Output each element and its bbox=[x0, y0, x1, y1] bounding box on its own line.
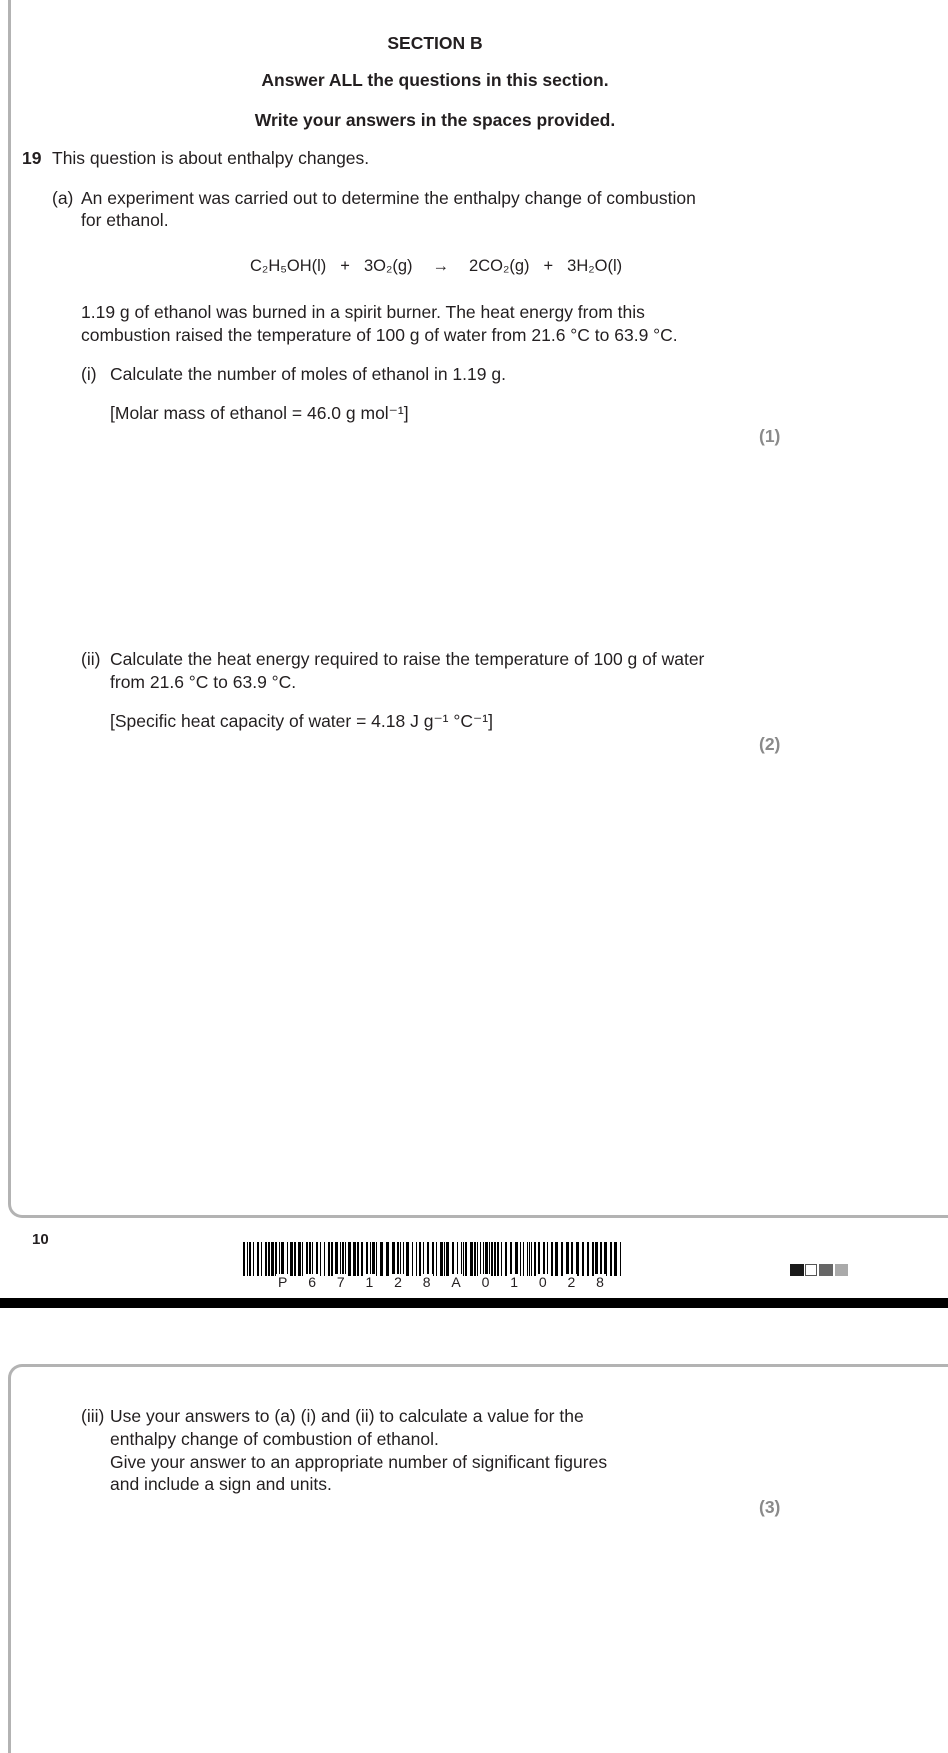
barcode-bar bbox=[551, 1242, 553, 1276]
barcode-bar bbox=[253, 1242, 254, 1276]
barcode-bar bbox=[331, 1242, 333, 1276]
barcode-bar bbox=[529, 1242, 530, 1276]
barcode-digit: 6 bbox=[308, 1274, 316, 1290]
barcode-bar bbox=[265, 1242, 267, 1276]
barcode-bar bbox=[595, 1242, 598, 1276]
barcode-bar bbox=[440, 1242, 443, 1276]
barcode-bar bbox=[505, 1242, 507, 1276]
part-i-text: Calculate the number of moles of ethanol in 1.19 g. bbox=[110, 364, 506, 384]
part-ii-text: Calculate the heat energy required to raise the temperature of 100 g of water bbox=[110, 649, 705, 669]
print-mark-dark-grey bbox=[819, 1264, 833, 1276]
barcode-bar bbox=[348, 1242, 351, 1276]
barcode-bar bbox=[353, 1242, 356, 1276]
barcode-bar bbox=[320, 1242, 321, 1276]
barcode-bar bbox=[555, 1242, 558, 1276]
barcode-bar bbox=[604, 1242, 607, 1276]
page-number: 10 bbox=[32, 1231, 49, 1248]
barcode-bar bbox=[380, 1242, 383, 1276]
barcode-bar bbox=[510, 1242, 512, 1276]
barcode-bar bbox=[566, 1242, 569, 1276]
barcode-bar bbox=[547, 1242, 548, 1276]
barcode-bar bbox=[298, 1242, 301, 1276]
product-co2: 2CO₂(g) bbox=[469, 257, 530, 275]
barcode-bar bbox=[463, 1242, 464, 1276]
barcode-bar bbox=[306, 1242, 308, 1276]
barcode-bar bbox=[335, 1242, 338, 1276]
barcode-bar bbox=[372, 1242, 375, 1276]
barcode-bar bbox=[470, 1242, 473, 1276]
barcode-bar bbox=[520, 1242, 521, 1276]
barcode-bar bbox=[497, 1242, 499, 1276]
instruction-write-answers: Write your answers in the spaces provided. bbox=[254, 110, 616, 130]
barcode-bar bbox=[494, 1242, 496, 1276]
barcode-bar bbox=[531, 1242, 532, 1276]
barcode-bar bbox=[485, 1242, 488, 1276]
barcode-bar bbox=[561, 1242, 563, 1276]
part-iii-text-3: Give your answer to an appropriate number of significant figures bbox=[110, 1452, 608, 1472]
barcode-bar bbox=[261, 1242, 262, 1276]
part-iii-text-1: Use your answers to (a) (i) and (ii) to calculate a value for the bbox=[110, 1406, 584, 1426]
barcode-bar bbox=[281, 1242, 284, 1276]
barcode-bar bbox=[446, 1242, 449, 1276]
barcode-bar bbox=[538, 1242, 540, 1276]
barcode-bar bbox=[436, 1242, 437, 1276]
barcode-bar bbox=[290, 1242, 293, 1276]
barcode-bar bbox=[419, 1242, 421, 1276]
barcode-digits bbox=[276, 1274, 606, 1290]
barcode-bar bbox=[279, 1242, 280, 1276]
barcode-bar bbox=[406, 1242, 409, 1276]
barcode-bar bbox=[457, 1242, 458, 1276]
page-divider-bar bbox=[0, 1298, 948, 1308]
instruction-all-questions: Answer ALL the questions in this section. bbox=[261, 70, 609, 90]
print-mark-black bbox=[790, 1264, 804, 1276]
barcode-bar bbox=[302, 1242, 303, 1276]
chemical-equation bbox=[250, 255, 622, 278]
part-ii-label: (ii) bbox=[81, 649, 101, 669]
barcode-bar bbox=[361, 1242, 363, 1276]
barcode-digit: 1 bbox=[365, 1274, 374, 1290]
part-i-data: [Molar mass of ethanol = 46.0 g mol⁻¹] bbox=[110, 403, 409, 423]
barcode-bar bbox=[614, 1242, 617, 1276]
barcode-bar bbox=[444, 1242, 445, 1276]
print-mark-white bbox=[805, 1264, 817, 1276]
barcode-bar bbox=[483, 1242, 484, 1276]
barcode-bar bbox=[527, 1242, 528, 1276]
part-ii-data: [Specific heat capacity of water = 4.18 J g⁻¹ °C⁻¹] bbox=[110, 711, 493, 731]
barcode-bar bbox=[592, 1242, 594, 1276]
barcode-bar bbox=[275, 1242, 277, 1276]
barcode-bar bbox=[534, 1242, 536, 1276]
marks-i: (1) bbox=[759, 426, 781, 446]
part-a-label: (a) bbox=[52, 188, 74, 208]
barcode-bar bbox=[501, 1242, 502, 1276]
barcode-digit: 2 bbox=[394, 1274, 402, 1290]
barcode-bar bbox=[400, 1242, 401, 1276]
part-iii-text-4: and include a sign and units. bbox=[110, 1474, 332, 1494]
barcode-digit: 7 bbox=[336, 1274, 345, 1290]
barcode-bar bbox=[461, 1242, 462, 1276]
barcode-bar bbox=[489, 1242, 490, 1276]
barcode-digit: 8 bbox=[422, 1274, 431, 1290]
barcode-bar bbox=[268, 1242, 270, 1276]
answer-box-page-10 bbox=[8, 0, 948, 1218]
barcode-bar bbox=[587, 1242, 589, 1276]
reactant-oxygen: 3O₂(g) bbox=[363, 257, 413, 275]
print-mark-grey bbox=[835, 1264, 848, 1276]
barcode-bar bbox=[257, 1242, 259, 1276]
barcode-bar bbox=[271, 1242, 274, 1276]
barcode-bar bbox=[465, 1242, 467, 1276]
barcode-bar bbox=[427, 1242, 429, 1276]
barcode-bar bbox=[523, 1242, 524, 1276]
experiment-data-1: 1.19 g of ethanol was burned in a spirit burner. The heat energy from this bbox=[81, 302, 645, 322]
barcode-bar bbox=[452, 1242, 454, 1276]
barcode-bar bbox=[294, 1242, 296, 1276]
reaction-arrow: → bbox=[432, 257, 450, 275]
question-number: 19 bbox=[22, 148, 42, 168]
barcode-bar bbox=[342, 1242, 344, 1276]
marks-iii: (3) bbox=[759, 1497, 781, 1517]
barcode-bar bbox=[571, 1242, 573, 1276]
barcode-bar bbox=[324, 1242, 325, 1276]
barcode-bar bbox=[600, 1242, 602, 1276]
plus-sign: + bbox=[340, 257, 350, 275]
part-iii-label: (iii) bbox=[81, 1406, 105, 1426]
barcode-bar bbox=[477, 1242, 478, 1276]
barcode-digit: 8 bbox=[596, 1274, 604, 1290]
barcode-bar bbox=[247, 1242, 248, 1276]
barcode-digit: 2 bbox=[567, 1274, 576, 1290]
barcode-digit: P bbox=[278, 1274, 288, 1290]
barcode-digit: A bbox=[451, 1274, 461, 1290]
barcode-bar bbox=[345, 1242, 346, 1276]
barcode-bar bbox=[432, 1242, 434, 1276]
part-a-text: An experiment was carried out to determine the enthalpy change of combustion bbox=[81, 188, 696, 208]
question-intro: This question is about enthalpy changes. bbox=[52, 148, 370, 168]
part-i-label: (i) bbox=[81, 364, 97, 384]
barcode-bar bbox=[412, 1242, 413, 1276]
barcode-bar bbox=[312, 1242, 313, 1276]
barcode-bar bbox=[403, 1242, 404, 1276]
part-ii-text-2: from 21.6 °C to 63.9 °C. bbox=[110, 672, 297, 692]
barcode-bar bbox=[491, 1242, 493, 1276]
barcode-bar bbox=[249, 1242, 251, 1276]
reactant-ethanol: C₂H₅OH(l) bbox=[250, 257, 327, 275]
barcode-bar bbox=[328, 1242, 330, 1276]
plus-sign: + bbox=[543, 257, 554, 275]
barcode-bar bbox=[287, 1242, 288, 1276]
barcode-bar bbox=[582, 1242, 584, 1276]
barcode-bar bbox=[610, 1242, 612, 1276]
barcode-bar bbox=[392, 1242, 395, 1276]
experiment-data-2: combustion raised the temperature of 100 g of water from 21.6 °C to 63.9 °C. bbox=[81, 325, 678, 345]
barcode-bar bbox=[620, 1242, 621, 1276]
part-a-text-2: for ethanol. bbox=[81, 210, 169, 230]
part-iii-text-2: enthalpy change of combustion of ethanol. bbox=[110, 1429, 439, 1449]
barcode-bar bbox=[376, 1242, 377, 1276]
barcode-bar bbox=[416, 1242, 417, 1276]
barcode-bar bbox=[366, 1242, 368, 1276]
barcode-digit: 0 bbox=[538, 1274, 547, 1290]
barcode-bar bbox=[309, 1242, 311, 1276]
barcode-bar bbox=[423, 1242, 424, 1276]
marks-ii: (2) bbox=[759, 734, 781, 754]
barcode-bar bbox=[340, 1242, 341, 1276]
barcode-bar bbox=[474, 1242, 476, 1276]
barcode-bar bbox=[543, 1242, 545, 1276]
product-water: 3H₂O(l) bbox=[567, 257, 623, 275]
barcode-bar bbox=[370, 1242, 371, 1276]
section-title: SECTION B bbox=[387, 33, 483, 53]
barcode-bar bbox=[480, 1242, 481, 1276]
barcode bbox=[243, 1242, 623, 1276]
barcode-bar bbox=[386, 1242, 389, 1276]
barcode-digit: 0 bbox=[481, 1274, 490, 1290]
barcode-bar bbox=[316, 1242, 318, 1276]
barcode-bar bbox=[243, 1242, 245, 1276]
barcode-bar bbox=[515, 1242, 518, 1276]
barcode-bar bbox=[576, 1242, 579, 1276]
barcode-bar bbox=[357, 1242, 359, 1276]
barcode-bar bbox=[397, 1242, 399, 1276]
barcode-digit: 1 bbox=[510, 1274, 519, 1290]
